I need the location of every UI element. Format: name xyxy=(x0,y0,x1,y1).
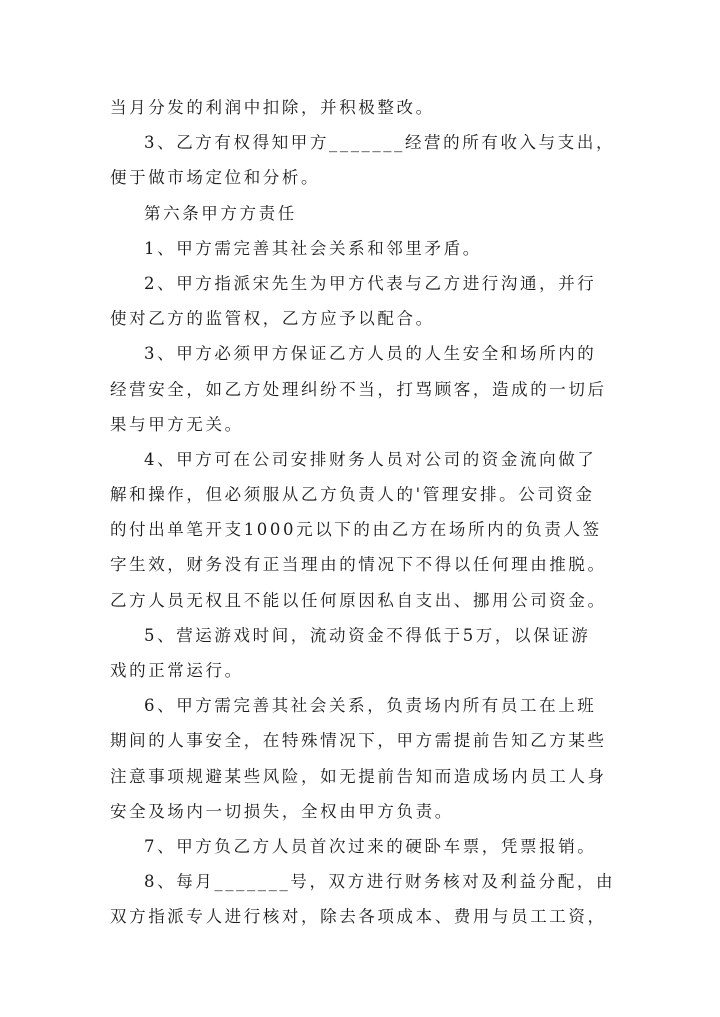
text-line-20: 注意事项规避某些风险，如无提前告知而造成场内员工人身 xyxy=(110,766,607,786)
text-line-24: 双方指派专人进行核对，除去各项成本、费用与员工工资， xyxy=(110,907,607,927)
text-line-13: 的付出单笔开支1000元以下的由乙方在场所内的负责人签 xyxy=(110,520,602,540)
text-line-18: 6、甲方需完善其社会关系，负责场内所有员工在上班 xyxy=(144,696,597,716)
text-line-23: 8、每月_______号，双方进行财务核对及利益分配，由 xyxy=(144,872,616,892)
text-line-7: 使对乙方的监管权，乙方应予以配合。 xyxy=(110,309,435,329)
text-line-8: 3、甲方必须甲方保证乙方人员的人生安全和场所内的 xyxy=(144,344,597,364)
text-line-15: 乙方人员无权且不能以任何原因私自支出、挪用公司资金。 xyxy=(110,590,607,610)
text-line-3: 便于做市场定位和分析。 xyxy=(110,168,321,188)
text-line-12: 解和操作，但必须服从乙方负责人的'管理安排。公司资金 xyxy=(110,485,595,505)
text-line-10: 果与甲方无关。 xyxy=(110,414,244,434)
text-line-21: 安全及场内一切损失，全权由甲方负责。 xyxy=(110,801,454,821)
text-line-9: 经营安全，如乙方处理纠纷不当，打骂顾客，造成的一切后 xyxy=(110,379,607,399)
text-line-11: 4、甲方可在公司安排财务人员对公司的资金流向做了 xyxy=(144,449,597,469)
text-line-16: 5、营运游戏时间，流动资金不得低于5万，以保证游 xyxy=(144,625,591,645)
document-page xyxy=(110,90,626,935)
text-line-6: 2、甲方指派宋先生为甲方代表与乙方进行沟通，并行 xyxy=(144,273,597,293)
text-line-5: 1、甲方需完善其社会关系和邻里矛盾。 xyxy=(144,238,482,258)
text-line-14: 字生效，财务没有正当理由的情况下不得以任何理由推脱。 xyxy=(110,555,607,575)
text-line-2: 3、乙方有权得知甲方_______经营的所有收入与支出， xyxy=(144,133,616,153)
text-line-1: 当月分发的利润中扣除，并积极整改。 xyxy=(110,98,435,117)
text-line-17: 戏的正常运行。 xyxy=(110,661,244,680)
section-heading: 第六条甲方方责任 xyxy=(144,203,297,223)
text-line-22: 7、甲方负乙方人员首次过来的硬卧车票，凭票报销。 xyxy=(144,836,597,856)
text-line-19: 期间的人事安全，在特殊情况下，甲方需提前告知乙方某些 xyxy=(110,731,607,751)
